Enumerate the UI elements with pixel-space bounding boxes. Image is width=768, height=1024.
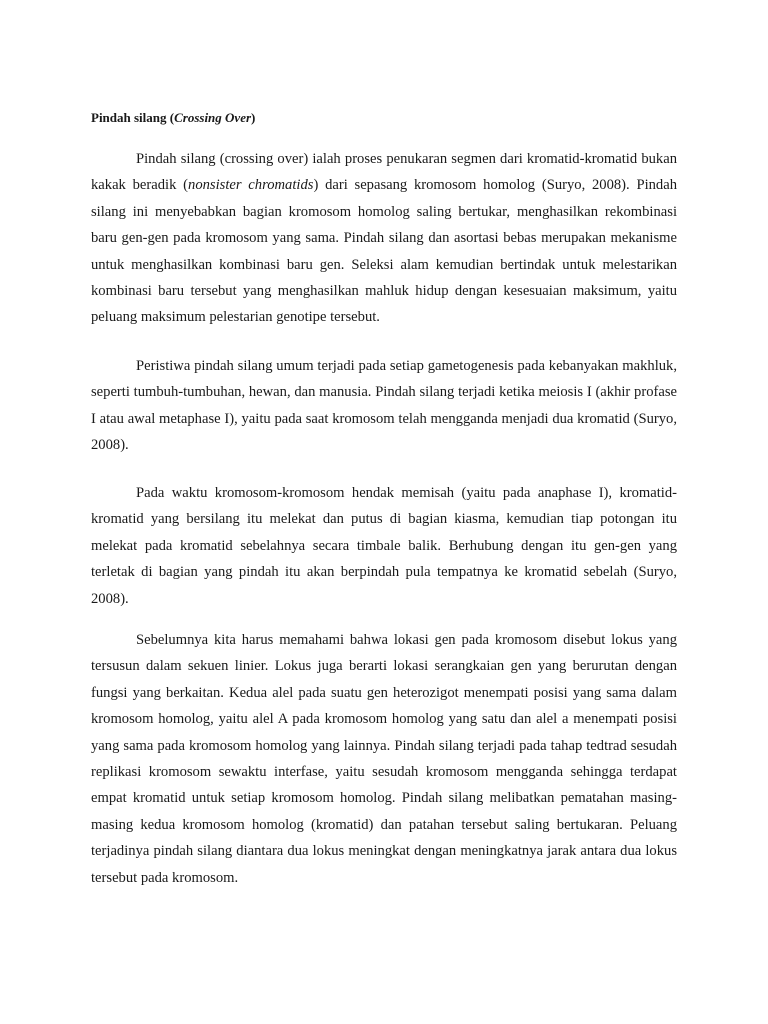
paragraph-1-text-end: ) dari sepasang kromosom homolog (Suryo, 2008). Pindah silang ini menyebabkan bagian kromosom homolog saling bertukar, menghasilkan rekombinasi baru gen-gen pada kromosom yang sama. Pindah silang dan asortasi bebas merupakan mekanisme untuk menghasilkan kombinasi baru gen. Seleksi alam kemudian bertindak untuk melestarikan kombinasi baru tersebut yang menghasilkan mahluk hidup dengan kesesuaian maksimum, yaitu peluang maksimum pelestarian genotipe tersebut. bbox=[91, 177, 678, 326]
heading-closing-paren: ) bbox=[251, 110, 256, 125]
paragraph-1 bbox=[91, 146, 677, 331]
paragraph-2: Peristiwa pindah silang umum terjadi pada setiap gametogenesis pada kebanyakan makhluk, seperti tumbuh-tumbuhan, hewan, dan manusia. Pindah silang terjadi ketika meiosis I (akhir profase I atau awal metaphase I), yaitu pada saat kromosom telah mengganda menjadi dua kromatid (Suryo, 2008). bbox=[91, 358, 677, 454]
paragraph-1-text-start: Pindah silang (crossing over) ialah proses penukaran segmen dari kromatid-kromatid bukan kakak beradik ( bbox=[91, 151, 677, 194]
heading-italic-term: Crossing Over bbox=[174, 110, 252, 125]
paragraph-4: Sebelumnya kita harus memahami bahwa lokasi gen pada kromosom disebut lokus yang tersusun dalam sekuen linier. Lokus juga berarti lokasi serangkaian gen yang berurutan dengan fungsi yang berkaitan. Kedua alel pada suatu gen heterozigot menempati posisi yang sama dalam kromosom homolog, yaitu alel A pada kromosom homolog yang satu dan alel a menempati posisi yang sama pada kromosom homolog yang lainnya. Pindah silang terjadi pada tahap tedtrad sesudah replikasi kromosom sewaktu interfase, yaitu sesudah kromosom mengganda sehingga terdapat empat kromatid untuk setiap kromosom homolog. Pindah silang melibatkan pematahan masing-masing kedua kromosom homolog (kromatid) dan patahan tersebut saling bertukaran. Peluang terjadinya pindah silang diantara dua lokus meningkat dengan meningkatnya jarak antara dua lokus tersebut pada kromosom. bbox=[91, 632, 677, 886]
paragraph-3: Pada waktu kromosom-kromosom hendak memisah (yaitu pada anaphase I), kromatid-kromatid yang bersilang itu melekat dan putus di bagian kiasma, kemudian tiap potongan itu melekat pada kromatid sebelahnya secara timbale balik. Berhubung dengan itu gen-gen yang terletak di bagian yang pindah itu akan berpindah pula tempatnya ke kromatid sebelah (Suryo, 2008). bbox=[91, 485, 677, 607]
paragraph-1-italic-term: nonsister chromatids bbox=[188, 177, 314, 194]
section-heading bbox=[91, 109, 255, 127]
heading-text: Pindah silang ( bbox=[91, 110, 175, 125]
